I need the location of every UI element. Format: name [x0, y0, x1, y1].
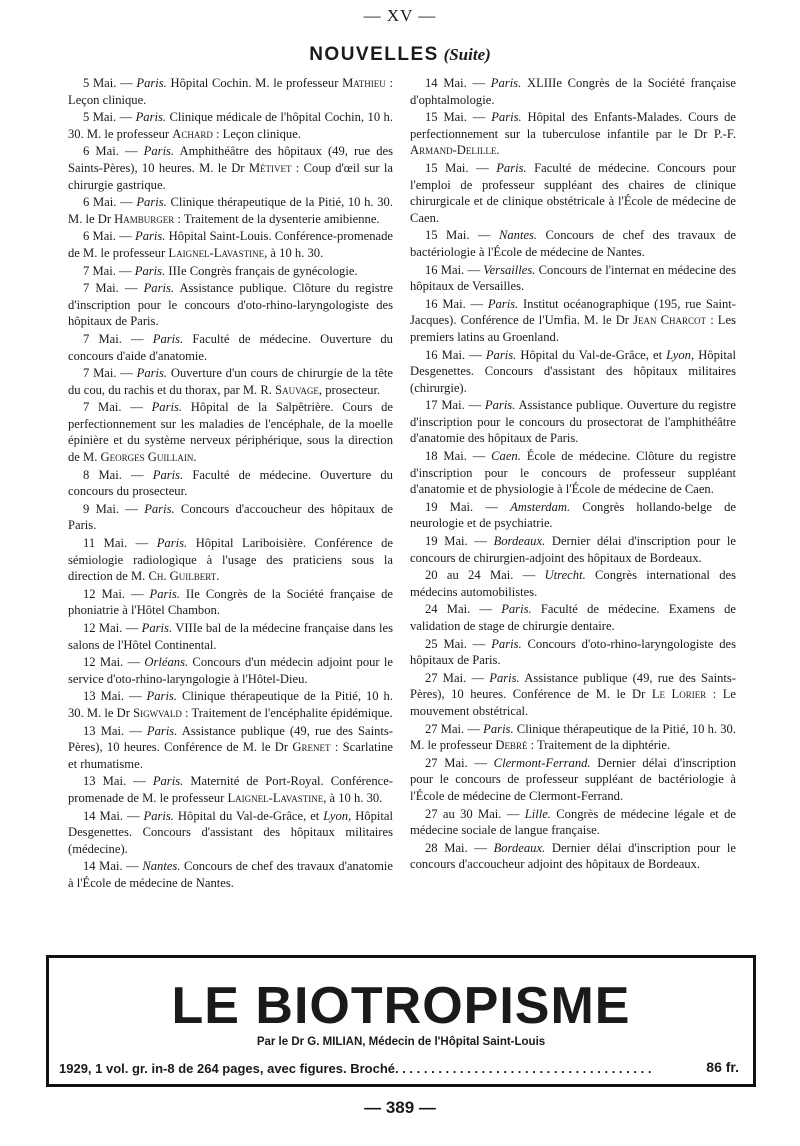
entry-text: Hôpital Desgenettes. Concours d'assistant des hôpitaux militaires (chirurgie). [410, 347, 736, 395]
entry-text: : Leçon clinique. [68, 76, 393, 107]
entry-text: Assistance publique (49, rue des Saints-Pères), 10 heures. Conférence de M. le Dr [410, 670, 736, 702]
entry-text: Paris. [487, 296, 519, 311]
entry-text: P.-F. Armand-Delille [410, 126, 736, 158]
entry-text: Paris. [144, 501, 175, 516]
news-entry [68, 501, 393, 534]
entry-text: Paris. [143, 281, 175, 296]
entry-text: 11 Mai. — [83, 536, 157, 551]
page-number: — 389 — [364, 1098, 436, 1117]
news-entry [68, 365, 393, 398]
entry-text: 12 Mai. — [83, 621, 142, 635]
news-entry [410, 670, 736, 720]
news-entry [410, 806, 736, 839]
entry-text: Amsterdam. [510, 499, 571, 514]
entry-text: Paris. [156, 536, 188, 551]
entry-text: Paris. [485, 347, 517, 362]
entry-text: 16 Mai. — [425, 296, 488, 311]
entry-text: : Le mouvement obstétrical. [410, 687, 736, 718]
section-title-main: NOUVELLES [309, 44, 439, 65]
news-entry [68, 143, 393, 193]
news-entry [68, 194, 393, 227]
entry-text: Concours d'accoucheur des hôpitaux de Paris. [68, 501, 393, 533]
entry-text: 24 Mai. — [425, 602, 502, 617]
ad-price: 86 fr. [706, 1059, 739, 1075]
entry-text: 7 Mai. — [83, 366, 137, 381]
entry-text: Hôpital Saint-Louis. Conférence-promenade de M. le professeur [68, 229, 393, 260]
entry-text: Paris. [484, 398, 516, 413]
entry-text: Paris. [149, 586, 180, 601]
entry-text: Assistance publique. Clôture du registre d'inscription pour le concours d'oto-rhino-laryngologiste des hôpitaux de Paris. [68, 281, 393, 329]
entry-text: Paris. [141, 621, 173, 635]
news-entry [68, 280, 393, 330]
news-entry [410, 721, 736, 754]
news-entry [410, 109, 736, 159]
entry-text: Sigwvald [133, 705, 182, 720]
entry-text: Hôpital Lariboisière. Conférence de sémiologie radiologique à l'usage des praticiens sous la direction de M. [68, 536, 393, 584]
entry-text: Faculté de médecine. Examens de validation de stage de chirurgie dentaire. [410, 602, 736, 633]
entry-text: Congrès international des médecins automobilistes. [410, 568, 736, 599]
entry-text: Dernier délai d'inscription pour le concours de chirurgien-adjoint des hôpitaux de Bordeaux. [410, 534, 736, 565]
entry-text: Paris. [489, 670, 520, 685]
news-entry [410, 262, 736, 295]
entry-text: Orléans. [144, 655, 189, 670]
entry-text: Lille. [524, 806, 551, 821]
entry-text: Paris. [146, 689, 177, 704]
entry-text: Paris. [152, 331, 184, 346]
entry-text: XLIIIe Congrès de la Société française d'ophtalmologie. [410, 76, 736, 107]
entry-text: Hamburger [114, 211, 175, 226]
ad-title: LE BIOTROPISME [171, 977, 631, 1035]
entry-text: : Traitement de la dysenterie amibienne. [174, 211, 380, 226]
entry-text: Lyon, [323, 808, 352, 823]
entry-text: 27 Mai. — [425, 755, 494, 770]
entry-text: Paris. [152, 774, 184, 789]
entry-text: Hôpital du Val-de-Grâce, et [173, 808, 324, 823]
news-entry [68, 586, 393, 619]
entry-text: 25 Mai. — [425, 636, 492, 651]
news-entry [68, 535, 393, 585]
entry-text: . [216, 569, 220, 584]
entry-text: 6 Mai. — [83, 195, 137, 210]
entry-text: IIIe Congrès français de gynécologie. [165, 263, 358, 278]
news-entry [410, 227, 736, 260]
left-column [68, 75, 393, 893]
entry-text: Hôpital Desgenettes. Concours d'assistant des hôpitaux militaires (médecine). [68, 808, 393, 856]
book-advertisement [46, 955, 756, 1087]
entry-text: Bordeaux. [493, 534, 546, 549]
entry-text: Faculté de médecine. Ouverture du concours du prosecteur. [68, 467, 393, 499]
entry-text: Georges Guillain [100, 450, 194, 465]
entry-text: Faculté de médecine. Concours pour l'emploi de professeur suppléant des chaires de clinique chirurgicale et de clinique obstétricale à l'École de médecine de Caen. [410, 160, 736, 225]
news-entry [68, 773, 393, 806]
entry-text: 14 Mai. — [83, 808, 144, 823]
entry-text: 14 Mai. — [425, 76, 491, 90]
entry-text: Paris. [501, 602, 532, 617]
entry-text: Clinique thérapeutique de la Pitié, 10 h. 30. M. le Dr [68, 195, 393, 226]
entry-text: : Les premiers latins au Groenland. [410, 313, 736, 344]
entry-text: Bordeaux. [493, 840, 546, 855]
news-entry [68, 467, 393, 500]
entry-text: Concours de chef des travaux d'anatomie à l'École de médecine de Nantes. [68, 859, 393, 890]
entry-text: 6 Mai. — [83, 144, 144, 159]
entry-text: 27 au 30 Mai. — [425, 806, 525, 821]
entry-text: 15 Mai. — [425, 160, 497, 175]
entry-text: Amphithéâtre des hôpitaux (49, rue des Saints-Pères), 10 heures. M. le Dr [68, 144, 393, 175]
news-entry [410, 601, 736, 634]
entry-text: 13 Mai. — [83, 723, 147, 738]
news-entry [68, 331, 393, 364]
entry-text: Hôpital Cochin. M. le professeur [166, 76, 343, 90]
entry-text: 19 Mai. — [425, 499, 511, 514]
entry-text: Concours de l'internat en médecine des hôpitaux de Versailles. [410, 262, 737, 294]
news-entry [410, 636, 736, 669]
entry-text: 16 Mai. — [425, 347, 486, 362]
entry-text: Hôpital des Enfants-Malades. Cours de perfectionnement sur la tuberculose infantile par le Dr [410, 110, 736, 141]
entry-text: 28 Mai. — [425, 840, 494, 855]
news-entry [410, 448, 736, 498]
entry-text: 27 Mai. — [425, 670, 490, 685]
entry-text: Paris. [136, 366, 168, 381]
entry-text: Nantes. [142, 859, 181, 874]
entry-text: 19 Mai. — [425, 534, 494, 549]
news-entry [68, 858, 393, 891]
entry-text: Paris. [491, 636, 522, 651]
entry-text: Lyon, [666, 347, 695, 362]
entry-text: VIIIe bal de la médecine française dans les salons de l'Hôtel Continental. [68, 621, 393, 652]
right-column [410, 75, 736, 874]
entry-text: Laignel-Lavastine [168, 245, 265, 260]
entry-text: 17 Mai. — [425, 398, 485, 413]
entry-text: Ch. Guilbert [148, 569, 217, 584]
entry-text: Faculté de médecine. Ouverture du concours d'aide d'anatomie. [68, 331, 393, 363]
section-title [0, 44, 800, 66]
entry-text: Caen. [491, 449, 521, 464]
entry-text: . [496, 143, 500, 158]
entry-text: Paris. [136, 76, 167, 90]
entry-text: Paris. [135, 110, 167, 125]
entry-text: Debré [495, 738, 528, 753]
news-entry [410, 840, 736, 873]
entry-text: Concours d'un médecin adjoint pour le service d'oto-rhino-laryngologie à l'Hôtel-Dieu. [68, 655, 393, 686]
entry-text: Le Lorier [651, 687, 707, 702]
entry-text: Assistance publique. Ouverture du registre d'inscription pour le concours du prosectorat de l'amphithéâtre d'anatomie des hôpitaux de Paris. [410, 398, 736, 446]
ad-description: 1929, 1 vol. gr. in-8 de 264 pages, avec figures. Broché. . . . . . . . . . . . . . . . . . . . . . . . . . . . . . . . . . . . [59, 1061, 652, 1076]
entry-text: Paris. [496, 160, 527, 175]
news-entry [410, 397, 736, 447]
entry-text: Paris. [490, 76, 522, 90]
entry-text: 7 Mai. — [83, 263, 135, 278]
news-entry [68, 75, 393, 108]
entry-text: Dernier délai d'inscription pour le concours d'accoucheur adjoint des hôpitaux de Bordeaux. [410, 840, 736, 872]
news-entry [68, 620, 393, 653]
entry-text: : Coup d'œil sur la chirurgie gastrique. [68, 160, 393, 192]
entry-text: Clinique thérapeutique de la Pitié, 10 h. 30. M. le Dr [68, 689, 393, 720]
news-entry [410, 296, 736, 346]
entry-text: 12 Mai. — [83, 655, 145, 670]
entry-text: . [193, 450, 197, 465]
roman-page-number: — XV — [363, 6, 437, 25]
entry-text: : Scarlatine et rhumatisme. [68, 740, 393, 771]
ad-author: Par le Dr G. MILIAN, Médecin de l'Hôpital Saint-Louis [256, 1036, 546, 1048]
entry-text: Paris. [483, 721, 514, 736]
entry-text: Dernier délai d'inscription pour le concours de professeur suppléant de bactériologie à l'École de médecine de Clermont-Ferrand. [410, 755, 736, 803]
entry-text: 18 Mai. — [425, 449, 492, 464]
entry-text: Assistance publique (49, rue des Saints-Pères), 10 heures. Conférence de M. le Dr [68, 723, 393, 755]
entry-text: : Traitement de la diphtérie. [527, 738, 671, 753]
entry-text: Ouverture d'un cours de chirurgie de la tête du cou, du rachis et du thorax, par M. R. [68, 366, 393, 397]
entry-text: 12 Mai. — [83, 586, 150, 601]
entry-text: 27 Mai. — [425, 721, 484, 736]
entry-text: Utrecht. [544, 568, 586, 583]
entry-text: 20 au 24 Mai. — [425, 568, 545, 583]
news-entry [410, 160, 736, 226]
entry-text: Congrès hollando-belge de neurologie et de psychiatrie. [410, 499, 736, 531]
entry-text: IIe Congrès de la Société française de phoniatrie à l'Hôtel Chambon. [68, 586, 393, 618]
entry-text: Paris. [146, 723, 178, 738]
entry-text: Concours de chef des travaux de bactériologie à l'École de médecine de Nantes. [410, 228, 736, 259]
news-entry [68, 228, 393, 261]
entry-text: 5 Mai. — [83, 110, 136, 125]
entry-text: 7 Mai. — [83, 400, 152, 415]
entry-text: Jean Charcot [633, 313, 707, 328]
news-entry [68, 399, 393, 465]
news-entry [410, 755, 736, 805]
entry-text: 7 Mai. — [83, 281, 144, 296]
entry-text: Paris. [143, 144, 175, 159]
entry-text: Nantes. [498, 228, 538, 243]
entry-text: 15 Mai. — [425, 228, 499, 243]
entry-text: Paris. [151, 400, 183, 415]
entry-text: , prosecteur. [318, 382, 381, 397]
entry-text: Paris. [152, 467, 184, 482]
entry-text: Versailles. [483, 262, 536, 277]
entry-text: Achard [172, 126, 213, 141]
news-entry [68, 263, 393, 280]
entry-text: Hôpital de la Salpêtrière. Cours de perfectionnement sur les maladies de l'encéphale, de la moelle épinière et du système nerveux périphérique, sous la direction de M. [68, 400, 393, 465]
entry-text: Concours d'oto-rhino-laryngologiste des hôpitaux de Paris. [410, 636, 736, 668]
entry-text: 15 Mai. — [425, 110, 492, 125]
section-title-suite: (Suite) [443, 45, 491, 64]
news-entry [68, 109, 393, 142]
entry-text: 5 Mai. — [83, 76, 137, 90]
news-entry [68, 654, 393, 687]
news-entry [410, 533, 736, 566]
entry-text: : Leçon clinique. [212, 126, 301, 141]
entry-text: 7 Mai. — [83, 331, 153, 346]
entry-text: Métivet [248, 160, 292, 175]
entry-text: Paris. [135, 229, 166, 244]
entry-text: Hôpital du Val-de-Grâce, et [516, 347, 667, 362]
entry-text: Congrès de médecine légale et de médecine sociale de langue française. [410, 806, 736, 838]
news-entry [410, 75, 736, 108]
entry-text: École de médecine. Clôture du registre d'inscription pour le concours de professeur suppléant d'anatomie et de physiologie à l'École de médecine de Caen. [410, 449, 736, 497]
news-entry [410, 567, 736, 600]
entry-text: 13 Mai. — [83, 774, 153, 789]
entry-text: , à 10 h. 30. [323, 790, 383, 805]
entry-text: 16 Mai. — [425, 262, 484, 277]
entry-text: Sauvage [275, 382, 319, 397]
entry-text: Mathieu [342, 76, 386, 90]
entry-text: , à 10 h. 30. [264, 245, 324, 260]
entry-text: Paris. [134, 263, 166, 278]
entry-text: Laignel-Lavastine [227, 790, 324, 805]
entry-text: 14 Mai. — [83, 859, 143, 874]
entry-text: 13 Mai. — [83, 689, 147, 704]
news-entry [68, 688, 393, 721]
entry-text: Clermont-Ferrand. [493, 755, 591, 770]
entry-text: 8 Mai. — [83, 467, 153, 482]
entry-text: : Traitement de l'encéphalite épidémique. [181, 705, 393, 720]
entry-text: Maternité de Port-Royal. Conférence-promenade de M. le professeur [68, 774, 393, 805]
entry-text: 9 Mai. — [83, 501, 145, 516]
news-entry [68, 723, 393, 773]
entry-text: Institut océanographique (195, rue Saint-Jacques). Conférence de l'Umfia. M. le Dr [410, 296, 736, 328]
entry-text: 6 Mai. — [83, 229, 135, 244]
entry-text: Clinique médicale de l'hôpital Cochin, 10 h. 30. M. le professeur [68, 110, 393, 141]
entry-text: Grenet [292, 740, 331, 755]
entry-text: Paris. [136, 195, 167, 210]
entry-text: Paris. [143, 808, 174, 823]
news-entry [410, 499, 736, 532]
entry-text: Paris. [491, 110, 522, 125]
entry-text: Clinique thérapeutique de la Pitié, 10 h. 30. M. le professeur [410, 721, 736, 753]
news-entry [68, 808, 393, 858]
news-entry [410, 347, 736, 397]
